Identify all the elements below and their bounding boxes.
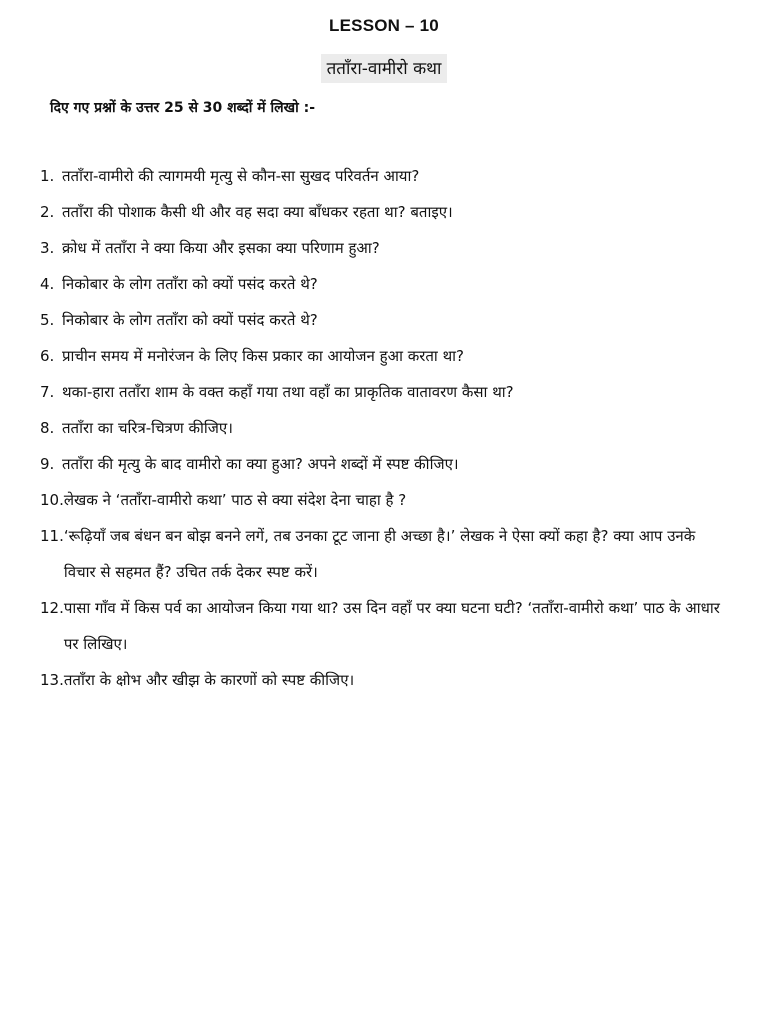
question-number: 7. bbox=[40, 383, 55, 401]
question-text: प्राचीन समय में मनोरंजन के लिए किस प्रकार का आयोजन हुआ करता था? bbox=[62, 347, 465, 365]
question-number: 5. bbox=[40, 311, 55, 329]
question-item bbox=[40, 266, 730, 302]
question-text: तताँरा की मृत्यु के बाद वामीरो का क्या हुआ? अपने शब्दों में स्पष्ट कीजिए। bbox=[62, 455, 459, 473]
question-number: 8. bbox=[40, 419, 55, 437]
question-text: क्रोध में तताँरा ने क्या किया और इसका क्या परिणाम हुआ? bbox=[62, 239, 380, 257]
lesson-title: LESSON – 10 bbox=[329, 16, 439, 35]
question-item bbox=[40, 338, 730, 374]
question-text: निकोबार के लोग तताँरा को क्यों पसंद करते थे? bbox=[62, 311, 318, 329]
chapter-title bbox=[0, 54, 768, 83]
question-number: 2. bbox=[40, 203, 55, 221]
question-item bbox=[40, 374, 730, 410]
question-list bbox=[40, 158, 730, 698]
question-number: 11. bbox=[40, 527, 64, 545]
question-item bbox=[40, 590, 730, 662]
question-text: तताँरा का चरित्र-चित्रण कीजिए। bbox=[62, 419, 233, 437]
chapter-title-text: तताँरा-वामीरो कथा bbox=[321, 54, 448, 83]
question-text: निकोबार के लोग तताँरा को क्यों पसंद करते थे? bbox=[62, 275, 318, 293]
question-text: लेखक ने ‘तताँरा-वामीरो कथा’ पाठ से क्या संदेश देना चाहा है ? bbox=[63, 491, 407, 509]
question-text: तताँरा के क्षोभ और खीझ के कारणों को स्पष्ट कीजिए। bbox=[63, 671, 355, 689]
question-item bbox=[40, 158, 730, 194]
question-number: 9. bbox=[40, 455, 55, 473]
question-item bbox=[40, 410, 730, 446]
question-number: 10. bbox=[40, 491, 64, 509]
question-item bbox=[40, 662, 730, 698]
question-number: 13. bbox=[40, 671, 64, 689]
question-item bbox=[40, 230, 730, 266]
instruction-text: दिए गए प्रश्नों के उत्तर 25 से 30 शब्दों में लिखो :- bbox=[50, 100, 316, 116]
question-number: 6. bbox=[40, 347, 55, 365]
question-item bbox=[40, 518, 730, 590]
question-item bbox=[40, 446, 730, 482]
question-text: पासा गाँव में किस पर्व का आयोजन किया गया था? उस दिन वहाँ पर क्या घटना घटी? ‘तताँरा-वामीरो कथा’ पाठ के आधार पर लिखिए। bbox=[63, 599, 720, 653]
question-number: 1. bbox=[40, 167, 55, 185]
question-number: 4. bbox=[40, 275, 55, 293]
question-item bbox=[40, 482, 730, 518]
question-text: तताँरा की पोशाक कैसी थी और वह सदा क्या बाँधकर रहता था? बताइए। bbox=[62, 203, 453, 221]
question-number: 3. bbox=[40, 239, 55, 257]
question-number: 12. bbox=[40, 599, 64, 617]
question-item bbox=[40, 302, 730, 338]
question-text: थका-हारा तताँरा शाम के वक्त कहाँ गया तथा वहाँ का प्राकृतिक वातावरण कैसा था? bbox=[62, 383, 514, 401]
question-text: ‘रूढ़ियाँ जब बंधन बन बोझ बनने लगें, तब उनका टूट जाना ही अच्छा है।’ लेखक ने ऐसा क्यों कहा है? क्या आप उनके विचार से सहमत हैं? उचित तर्क देकर स्पष्ट करें। bbox=[63, 527, 696, 581]
question-item bbox=[40, 194, 730, 230]
question-text: तताँरा-वामीरो की त्यागमयी मृत्यु से कौन-सा सुखद परिवर्तन आया? bbox=[62, 167, 420, 185]
